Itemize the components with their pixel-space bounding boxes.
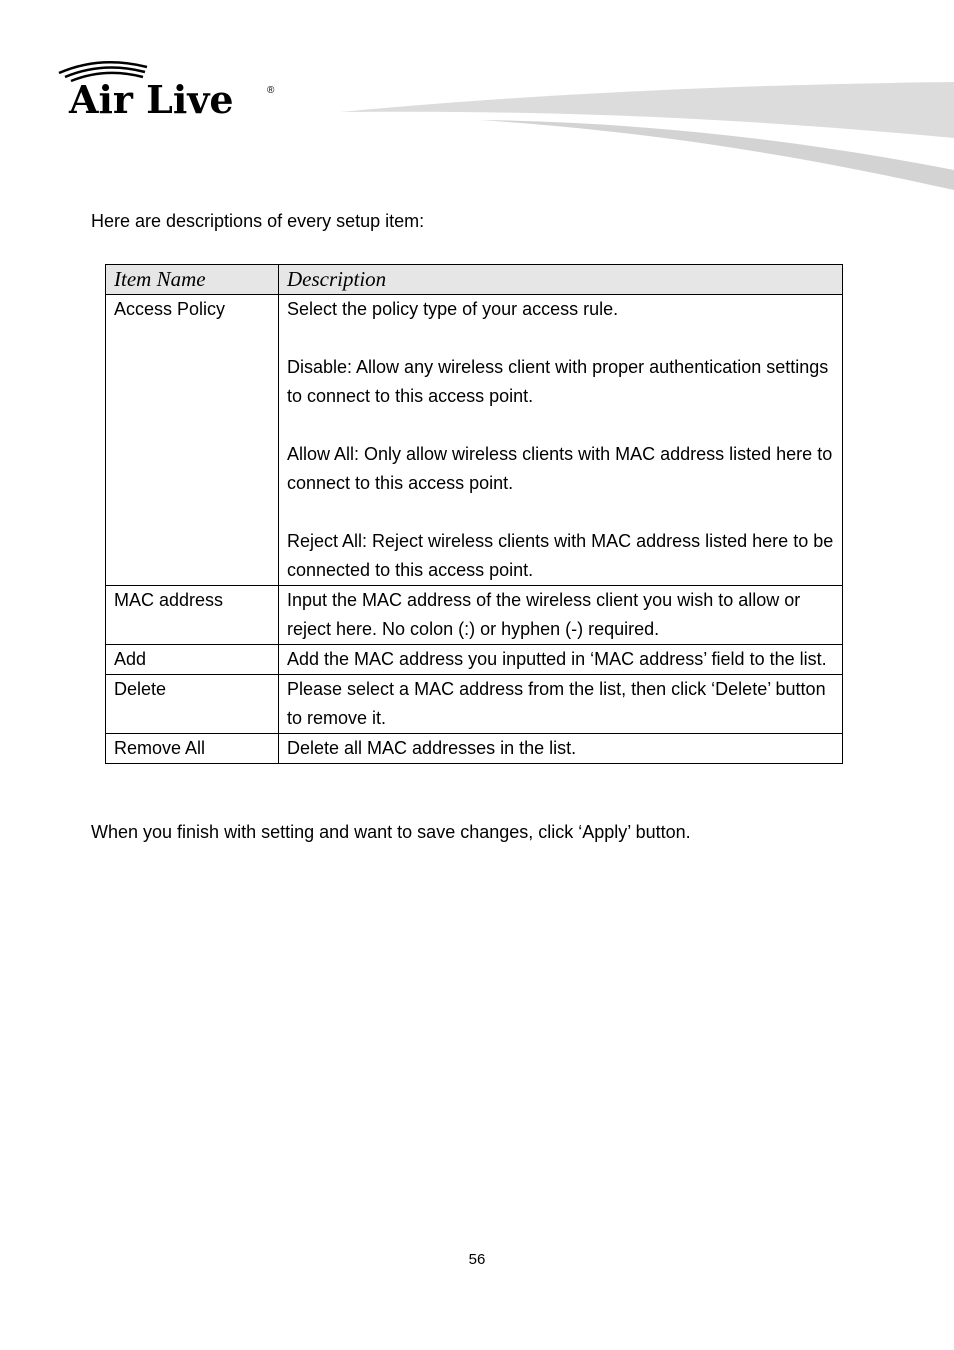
item-name-cell: Delete [106, 675, 279, 734]
header-description: Description [279, 265, 843, 295]
description-paragraph: Disable: Allow any wireless client with proper authentication settings to connect to this access point. [287, 357, 829, 406]
description-cell [279, 295, 843, 586]
description-cell [279, 586, 843, 645]
table-row [106, 734, 843, 764]
table-row [106, 645, 843, 675]
description-cell [279, 645, 843, 675]
description-paragraph: Allow All: Only allow wireless clients with MAC address listed here to connect to this access point. [287, 444, 833, 493]
description-paragraph: Reject All: Reject wireless clients with MAC address listed here to be connected to this access point. [287, 531, 834, 580]
description-paragraph: Delete all MAC addresses in the list. [287, 738, 577, 758]
item-name-cell: Add [106, 645, 279, 675]
item-name-cell: MAC address [106, 586, 279, 645]
intro-text: Here are descriptions of every setup item: [91, 211, 425, 231]
description-cell [279, 734, 843, 764]
page-number: 56 [468, 1251, 486, 1268]
table-row [106, 675, 843, 734]
table-header-row [106, 265, 843, 295]
airlive-logo [55, 55, 285, 125]
table-row [106, 295, 843, 586]
outro-text: When you finish with setting and want to save changes, click ‘Apply’ button. [91, 822, 691, 842]
description-paragraph: Please select a MAC address from the list, then click ‘Delete’ button to remove it. [287, 679, 826, 728]
header-swoosh-decoration [340, 80, 954, 195]
description-paragraph: Add the MAC address you inputted in ‘MAC address’ field to the list. [287, 649, 827, 669]
registered-mark: ® [267, 85, 275, 96]
table-row [106, 586, 843, 645]
description-cell [279, 675, 843, 734]
item-name-cell: Remove All [106, 734, 279, 764]
item-name-cell: Access Policy [106, 295, 279, 586]
setup-items-table [105, 264, 843, 764]
description-paragraph: Input the MAC address of the wireless client you wish to allow or reject here. No colon (:) or hyphen (-) required. [287, 590, 801, 639]
description-paragraph: Select the policy type of your access rule. [287, 299, 619, 319]
logo-text: Air Live [69, 77, 234, 122]
header-item-name: Item Name [106, 265, 279, 295]
